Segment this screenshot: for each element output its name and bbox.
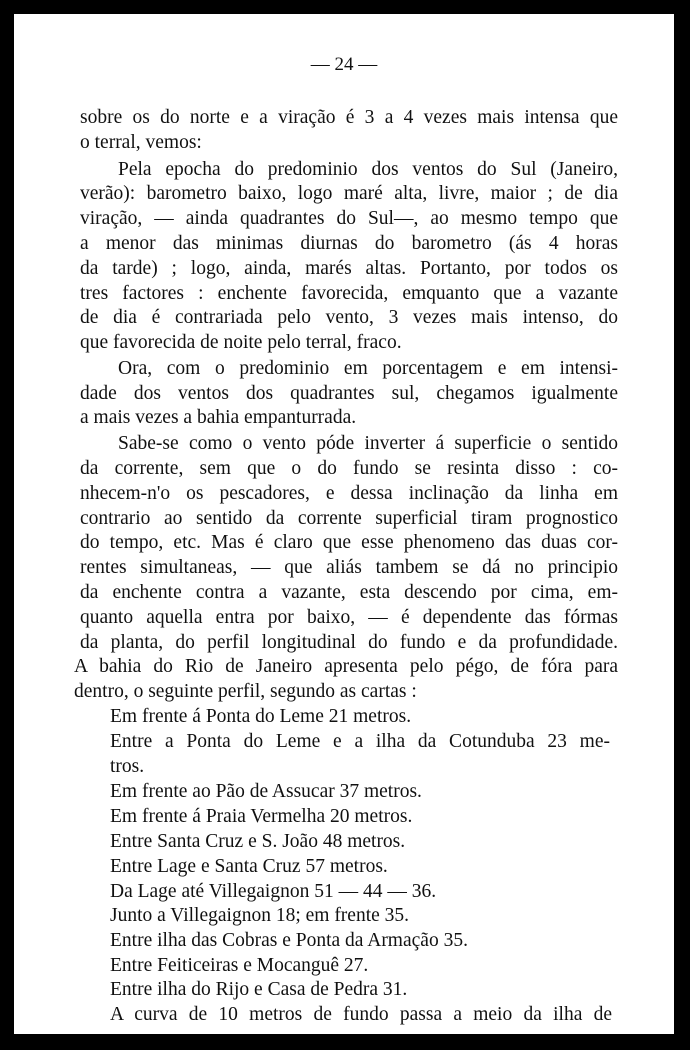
text-line: o terral, vemos: xyxy=(80,132,202,153)
text-line: Entre Feiticeiras e Mocanguê 27. xyxy=(110,955,369,976)
text-line: Junto a Villegaignon 18; em frente 35. xyxy=(110,905,410,926)
text-line: Sabe-se como o vento póde inverter á superficie o sentido xyxy=(118,433,618,454)
text-line: tros. xyxy=(110,756,145,777)
text-line: tres factores : enchente favorecida, emquanto que a vazante xyxy=(80,283,618,304)
text-line: A curva de 10 metros de fundo passa a meio da ilha de xyxy=(110,1004,612,1025)
text-line: que favorecida de noite pelo terral, fraco. xyxy=(80,332,402,353)
text-line: Entre ilha do Rijo e Casa de Pedra 31. xyxy=(110,979,408,1000)
text-line: Em frente ao Pão de Assucar 37 metros. xyxy=(110,781,422,802)
text-line: quanto aquella entra por baixo, — é dependente das fórmas xyxy=(80,607,618,628)
text-line: Ora, com o predominio em porcentagem e em intensi- xyxy=(118,358,618,379)
text-line: Entre Santa Cruz e S. João 48 metros. xyxy=(110,831,406,852)
text-line: do tempo, etc. Mas é claro que esse phenomeno das duas cor- xyxy=(80,532,618,553)
text-line: a menor das minimas diurnas do barometro (ás 4 horas xyxy=(80,233,618,254)
text-line: Pela epocha do predominio dos ventos do Sul (Janeiro, xyxy=(118,159,618,180)
text-line: de dia é contrariada pelo vento, 3 vezes mais intenso, do xyxy=(80,307,618,328)
text-line: dade dos ventos dos quadrantes sul, chegamos igualmente xyxy=(80,383,618,404)
text-line: a mais vezes a bahia empanturrada. xyxy=(80,407,357,428)
text-line: da corrente, sem que o do fundo se resinta disso : co- xyxy=(80,458,618,479)
page-number: — 24 — xyxy=(310,54,378,75)
text-line: verão): barometro baixo, logo maré alta, livre, maior ; de dia xyxy=(80,183,618,204)
text-line: sobre os do norte e a viração é 3 a 4 vezes mais intensa que xyxy=(80,107,618,128)
text-line: Entre a Ponta do Leme e a ilha da Cotunduba 23 me- xyxy=(110,731,610,752)
text-line: da tarde) ; logo, ainda, marés altas. Portanto, por todos os xyxy=(80,258,618,279)
text-line: dentro, o seguinte perfil, segundo as cartas : xyxy=(74,681,417,702)
text-line: rentes simultaneas, — que aliás tambem se dá no principio xyxy=(80,557,618,578)
text-line: da enchente contra a vazante, esta descendo por cima, em- xyxy=(80,582,618,603)
text-line: contrario ao sentido da corrente superficial tiram prognostico xyxy=(80,508,618,529)
text-line: A bahia do Rio de Janeiro apresenta pelo pégo, de fóra para xyxy=(74,656,618,677)
text-line: viração, — ainda quadrantes do Sul—, ao mesmo tempo que xyxy=(80,208,618,229)
text-line: Da Lage até Villegaignon 51 — 44 — 36. xyxy=(110,881,437,902)
text-line: Em frente á Praia Vermelha 20 metros. xyxy=(110,806,413,827)
text-line: nhecem-n'o os pescadores, e dessa inclinação da linha em xyxy=(80,483,618,504)
text-line: Entre ilha das Cobras e Ponta da Armação 35. xyxy=(110,930,468,951)
text-line: Entre Lage e Santa Cruz 57 metros. xyxy=(110,856,388,877)
document-page xyxy=(14,14,674,1034)
text-line: Em frente á Ponta do Leme 21 metros. xyxy=(110,706,412,727)
text-line: da planta, do perfil longitudinal do fundo e da profundidade. xyxy=(80,632,618,653)
